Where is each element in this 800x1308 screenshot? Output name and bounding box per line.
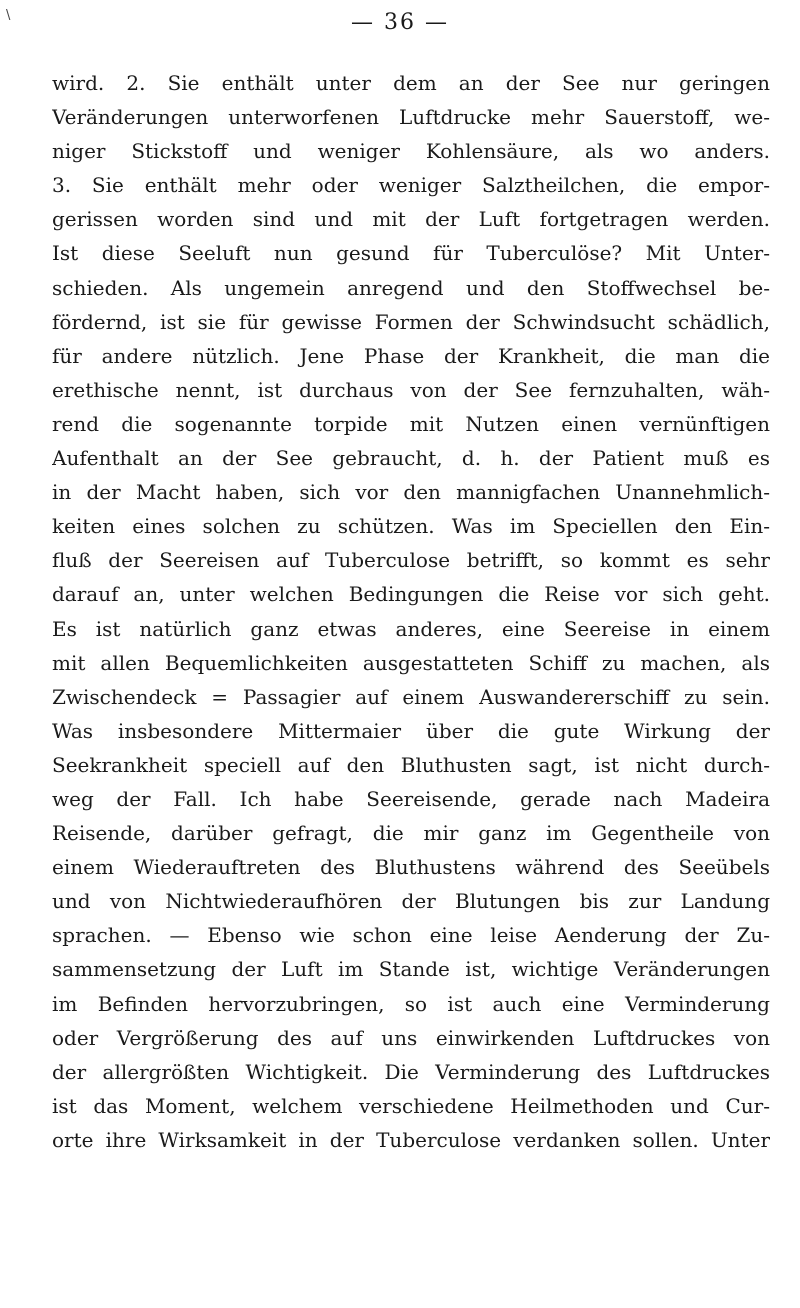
text-line: weg der Fall. Ich habe Seereisende, gerade nach Madeira — [52, 786, 770, 811]
text-line: niger Stickstoff und weniger Kohlensäure, als wo anders. — [52, 139, 770, 164]
text-line: im Befinden hervorzubringen, so ist auch eine Verminderung — [52, 991, 770, 1016]
text-line: Es ist natürlich ganz etwas anderes, eine Seereise in einem — [52, 616, 770, 641]
text-line: Seekrankheit speciell auf den Bluthusten sagt, ist nicht durch- — [52, 752, 770, 777]
text-line: Reisende, darüber gefragt, die mir ganz im Gegentheile von — [52, 821, 770, 846]
text-line: für andere nützlich. Jene Phase der Krankheit, die man die — [52, 343, 770, 368]
text-line: einem Wiederauftreten des Bluthustens während des Seeübels — [52, 855, 770, 880]
text-line: der allergrößten Wichtigkeit. Die Verminderung des Luftdruckes — [52, 1059, 770, 1084]
text-line: ist das Moment, welchem verschiedene Heilmethoden und Cur- — [52, 1093, 770, 1118]
text-line: schieden. Als ungemein anregend und den Stoffwechsel be- — [52, 275, 770, 300]
text-line: Zwischendeck = Passagier auf einem Auswandererschiff zu sein. — [52, 684, 770, 709]
text-line: 3. Sie enthält mehr oder weniger Salztheilchen, die empor- — [52, 173, 770, 198]
text-line: in der Macht haben, sich vor den mannigfachen Unannehmlich- — [52, 480, 770, 505]
text-line: gerissen worden sind und mit der Luft fortgetragen werden. — [52, 207, 770, 232]
text-line: Was insbesondere Mittermaier über die gute Wirkung der — [52, 718, 770, 743]
text-line: Ist diese Seeluft nun gesund für Tuberculöse? Mit Unter- — [52, 241, 770, 266]
text-line: sammensetzung der Luft im Stande ist, wichtige Veränderungen — [52, 957, 770, 982]
text-line: Aufenthalt an der See gebraucht, d. h. der Patient muß es — [52, 446, 770, 471]
page-number: — 36 — — [351, 10, 449, 35]
text-line: fluß der Seereisen auf Tuberculose betrifft, so kommt es sehr — [52, 548, 770, 573]
text-line: darauf an, unter welchen Bedingungen die Reise vor sich geht. — [52, 582, 770, 607]
text-line: erethische nennt, ist durchaus von der See fernzuhalten, wäh- — [52, 377, 770, 402]
text-line: keiten eines solchen zu schützen. Was im Speciellen den Ein- — [52, 514, 770, 539]
text-line: orte ihre Wirksamkeit in der Tuberculose verdanken sollen. Unter — [52, 1127, 770, 1152]
text-line: fördernd, ist sie für gewisse Formen der Schwindsucht schädlich, — [52, 309, 770, 334]
body-text — [52, 66, 770, 1298]
text-line: oder Vergrößerung des auf uns einwirkenden Luftdruckes von — [52, 1025, 770, 1050]
text-line: rend die sogenannte torpide mit Nutzen einen vernünftigen — [52, 411, 770, 436]
text-line: wird. 2. Sie enthält unter dem an der See nur geringen — [52, 71, 770, 95]
text-line: und von Nichtwiederaufhören der Blutungen bis zur Landung — [52, 889, 770, 914]
text-line: Veränderungen unterworfenen Luftdrucke mehr Sauerstoff, we- — [52, 105, 770, 130]
text-line: sprachen. — Ebenso wie schon eine leise Aenderung der Zu- — [52, 923, 770, 948]
text-line: mit allen Bequemlichkeiten ausgestatteten Schiff zu machen, als — [52, 650, 770, 675]
corner-mark: \ — [6, 8, 11, 23]
